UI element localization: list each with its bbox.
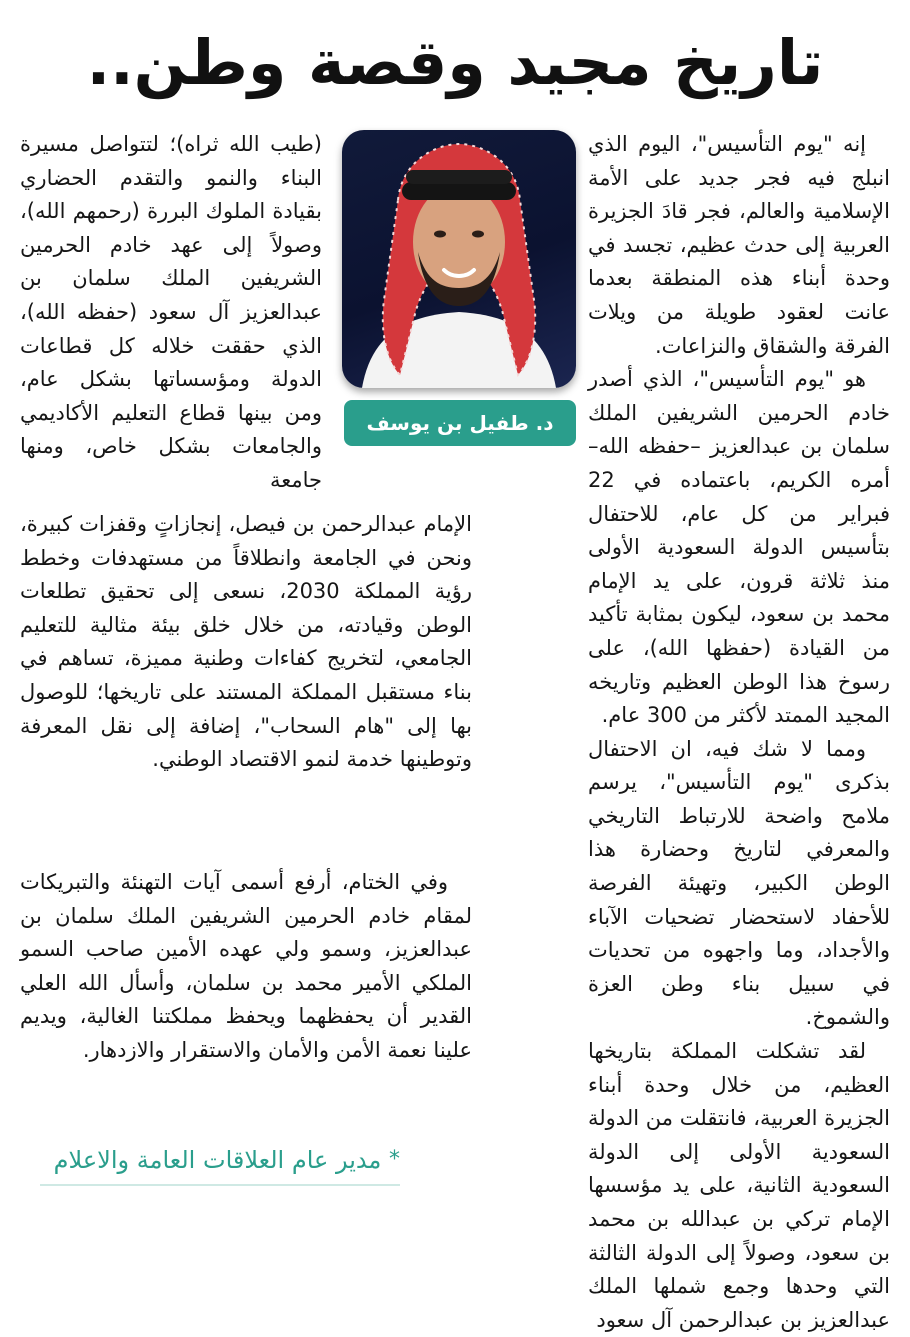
- column-left-bottom: [20, 508, 472, 914]
- footnote-star: *: [389, 1147, 400, 1172]
- paragraph: ومما لا شك فيه، ان الاحتفال بذكرى "يوم التأسيس"، يرسم ملامح واضحة للارتباط التاريخي والمعرفي لتاريخ وحضارة هذا الوطن الكبير، وتهيئة الفرصة للأحفاد لاستحضار تضحيات الآباء والأجداد، وما واجهوه من تحديات في سبيل بناء وطن العزة والشموخ.: [588, 736, 890, 1030]
- footnote-text: مدير عام العلاقات العامة والاعلام: [53, 1146, 382, 1174]
- author-portrait-icon: [342, 130, 576, 388]
- author-photo: [342, 130, 576, 388]
- column-left-top: [20, 128, 322, 504]
- author-footnote: [40, 1140, 400, 1186]
- column-right: [588, 128, 890, 1332]
- headline: تاريخ مجيد وقصة وطن..: [86, 26, 824, 99]
- column-left-closing: [20, 866, 472, 1118]
- paragraph: الإمام عبدالرحمن بن فيصل، إنجازاتٍ وقفزات كبيرة، ونحن في الجامعة وانطلاقاً من مستهدفات وخطط رؤية المملكة 2030، نسعى إلى تحقيق تطلعات الوطن وقيادته، من خلال خلق بيئة مثالية للتعليم الجامعي، لتخريج كفاءات وطنية مميزة، تساهم في بناء مستقبل المملكة المستند على تاريخها؛ للوصول بها إلى "هام السحاب"، إضافة إلى نقل المعرفة وتوطينها خدمة لنمو الاقتصاد الوطني.: [20, 512, 473, 772]
- paragraph: (طيب الله ثراه)؛ لتتواصل مسيرة البناء والنمو والتقدم الحضاري بقيادة الملوك البررة (رحمهم الله)، وصولاً إلى عهد خادم الحرمين الشريفين الملك سلمان بن عبدالعزيز آل سعود (حفظه الله)، الذي حققت خلاله كل قطاعات الدولة ومؤسساتها بشكل عام، ومن بينها قطاع التعليم الأكاديمي والجامعات بشكل خاص، ومنها جامعة: [20, 132, 322, 492]
- paragraph: لقد تشكلت المملكة بتاريخها العظيم، من خلال وحدة أبناء الجزيرة العربية، فانتقلت من الدولة السعودية الأولى إلى الدولة السعودية الثانية، على يد مؤسسها الإمام تركي بن عبدالله بن محمد بن سعود، وصولاً إلى الدولة الثالثة التي وحدها وجمع شملها الملك عبدالعزيز بن عبدالرحمن آل سعود: [588, 1039, 890, 1332]
- author-byline: د. طفيل بن يوسف اليوسف *: [344, 400, 576, 446]
- paragraph: وفي الختام، أرفع أسمى آيات التهنئة والتبريكات لمقام خادم الحرمين الشريفين الملك سلمان بن عبدالعزيز، وسمو ولي عهده الأمين صاحب السمو الملكي الأمير محمد بن سلمان، وأسأل الله العلي القدير أن يحفظهما ويحفظ مملكتنا الغالية، ويديم علينا نعمة الأمن والأمان والاستقرار والازدهار.: [20, 870, 472, 1062]
- paragraph: إنه "يوم التأسيس"، اليوم الذي انبلج فيه فجر جديد على الأمة الإسلامية والعالم، فجر قادَ الجزيرة العربية إلى حدث عظيم، تجسد في وحدة أبناء هذه المنطقة بعدما عانت لعقود طويلة من ويلات الفرقة والشقاق والنزاعات.: [588, 132, 890, 358]
- paragraph: هو "يوم التأسيس"، الذي أصدر خادم الحرمين الشريفين الملك سلمان بن عبدالعزيز –حفظه الله– أمره الكريم، باعتماده في 22 فبراير من كل عام، للاحتفال بتأسيس الدولة السعودية الأولى منذ ثلاثة قرون، على يد الإمام محمد بن سعود، ليكون بمثابة تأكيد من القيادة (حفظها الله)، على رسوخ هذا الوطن العظيم وتاريخه المجيد الممتد لأكثر من 300 عام.: [588, 367, 890, 728]
